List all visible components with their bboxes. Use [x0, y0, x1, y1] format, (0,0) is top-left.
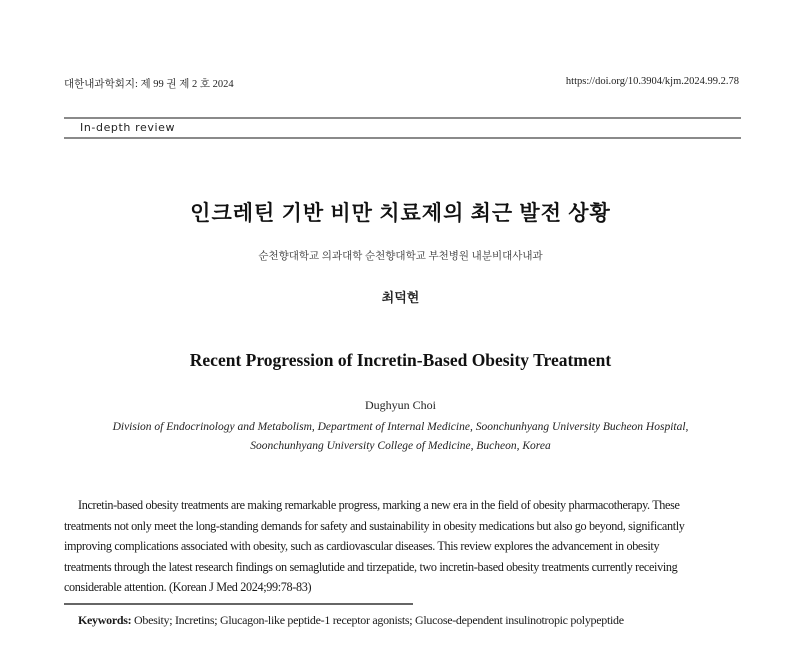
doi-link[interactable]: https://doi.org/10.3904/kjm.2024.99.2.78	[565, 76, 739, 87]
korean-author: 최덕현	[381, 290, 420, 305]
affiliation-line: Soonchunhyang University College of Medicine, Bucheon, Korea	[250, 440, 551, 452]
section-label: In-depth review	[80, 121, 176, 134]
section-rule-top	[64, 117, 741, 119]
abstract-line: treatments not only meet the long-standing demands for safety and sustainability in obesity medications but also go beyond, significantly	[64, 518, 685, 533]
keywords-divider	[64, 603, 413, 605]
english-author: Dughyun Choi	[364, 398, 436, 412]
keywords	[78, 613, 624, 628]
english-affiliation	[60, 418, 741, 456]
affiliation-line: Division of Endocrinology and Metabolism, Department of Internal Medicine, Soonchunhyang University Bucheon Hospital,	[112, 421, 689, 433]
abstract-line: considerable attention. (Korean J Med 2024;99:78-83)	[64, 580, 312, 594]
abstract-line: treatments through the latest research findings on semaglutide and tirzepatide, two incretin-based obesity treatments currently receiving	[64, 559, 678, 574]
keywords-label: Keywords:	[78, 613, 132, 627]
korean-affiliation: 순천향대학교 의과대학 순천향대학교 부천병원 내분비대사내과	[258, 251, 543, 262]
abstract-line: improving complications associated with obesity, such as cardiovascular diseases. This review explores the advancement in obesity	[64, 539, 660, 553]
section-rule-bottom	[64, 137, 741, 139]
journal-citation: 대한내과학회지: 제 99 권 제 2 호 2024	[64, 79, 234, 90]
abstract	[64, 495, 742, 598]
keywords-text: Obesity; Incretins; Glucagon-like peptide-1 receptor agonists; Glucose-dependent insulinotropic polypeptide	[131, 613, 624, 627]
korean-title: 인크레틴 기반 비만 치료제의 최근 발전 상황	[190, 201, 611, 225]
english-title: Recent Progression of Incretin-Based Obesity Treatment	[189, 350, 612, 370]
abstract-line: Incretin-based obesity treatments are making remarkable progress, marking a new era in the field of obesity pharmacotherapy. These	[78, 498, 680, 512]
